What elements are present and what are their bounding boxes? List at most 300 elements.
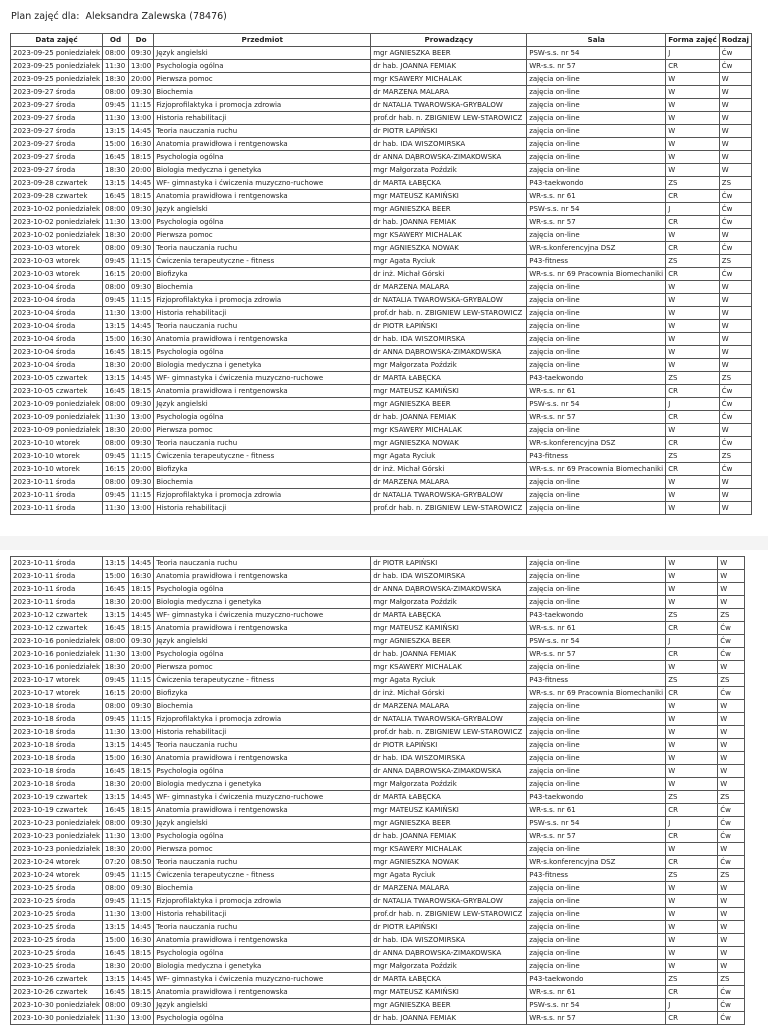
cell-subject: Ćwiczenia terapeutyczne - fitness	[154, 869, 371, 882]
cell-subject: Fizjoprofilaktyka i promocja zdrowia	[154, 99, 371, 112]
cell-room: WR-s.s. nr 61	[527, 986, 666, 999]
cell-type: ZS	[718, 791, 745, 804]
cell-type: W	[718, 739, 745, 752]
cell-lecturer: dr ANNA DĄBROWSKA-ZIMAKOWSKA	[371, 765, 527, 778]
cell-date: 2023-10-16 poniedziałek	[11, 635, 103, 648]
cell-lecturer: dr hab. IDA WISZOMIRSKA	[371, 570, 527, 583]
cell-type: W	[719, 333, 751, 346]
cell-lecturer: mgr MATEUSZ KAMIŃSKI	[371, 986, 527, 999]
table-row	[11, 333, 752, 346]
cell-to: 18:15	[129, 986, 154, 999]
cell-from: 18:30	[103, 661, 129, 674]
cell-date: 2023-10-02 poniedziałek	[11, 216, 103, 229]
cell-subject: Anatomia prawidłowa i rentgenowska	[154, 752, 371, 765]
cell-room: WR-s.s. nr 69 Pracownia Biomechaniki	[527, 687, 666, 700]
cell-date: 2023-09-25 poniedziałek	[11, 73, 103, 86]
cell-from: 18:30	[103, 164, 129, 177]
cell-date: 2023-10-04 środa	[11, 320, 103, 333]
cell-subject: Biofizyka	[154, 268, 371, 281]
cell-from: 15:00	[103, 752, 129, 765]
table-row	[11, 635, 745, 648]
cell-from: 11:30	[103, 112, 129, 125]
table-row	[11, 450, 752, 463]
cell-subject: Anatomia prawidłowa i rentgenowska	[154, 333, 371, 346]
cell-form: W	[666, 843, 718, 856]
cell-lecturer: dr PIOTR ŁAPIŃSKI	[371, 921, 527, 934]
cell-lecturer: dr ANNA DĄBROWSKA-ZIMAKOWSKA	[371, 346, 527, 359]
cell-lecturer: dr MARTA ŁABĘCKA	[371, 177, 527, 190]
cell-room: zajęcia on-line	[527, 726, 666, 739]
table-row	[11, 947, 745, 960]
cell-type: W	[718, 843, 745, 856]
cell-room: zajęcia on-line	[527, 570, 666, 583]
cell-type: Ćw	[719, 216, 751, 229]
cell-type: W	[718, 934, 745, 947]
cell-from: 18:30	[103, 424, 129, 437]
cell-room: WR-s.s. nr 57	[527, 1012, 666, 1025]
table-row	[11, 476, 752, 489]
table-row	[11, 60, 752, 73]
cell-from: 16:45	[103, 151, 129, 164]
cell-form: W	[666, 307, 720, 320]
cell-room: zajęcia on-line	[527, 424, 666, 437]
cell-lecturer: dr inż. Michał Górski	[371, 268, 527, 281]
cell-room: zajęcia on-line	[527, 713, 666, 726]
cell-type: W	[719, 294, 751, 307]
cell-to: 14:45	[129, 372, 154, 385]
cell-room: zajęcia on-line	[527, 583, 666, 596]
cell-to: 13:00	[129, 216, 154, 229]
cell-date: 2023-10-04 środa	[11, 294, 103, 307]
table-row	[11, 986, 745, 999]
cell-subject: Biochemia	[154, 86, 371, 99]
cell-date: 2023-10-11 środa	[11, 596, 103, 609]
cell-from: 15:00	[103, 333, 129, 346]
cell-subject: Teoria nauczania ruchu	[154, 320, 371, 333]
cell-from: 18:30	[103, 229, 129, 242]
cell-type: W	[719, 476, 751, 489]
cell-subject: Psychologia ogólna	[154, 648, 371, 661]
cell-type: W	[719, 125, 751, 138]
cell-form: ZS	[666, 450, 720, 463]
cell-from: 08:00	[103, 47, 129, 60]
cell-type: W	[718, 557, 745, 570]
cell-subject: Psychologia ogólna	[154, 60, 371, 73]
cell-subject: Biologia medyczna i genetyka	[154, 596, 371, 609]
cell-from: 08:00	[103, 203, 129, 216]
cell-to: 09:30	[129, 86, 154, 99]
cell-to: 09:30	[129, 882, 154, 895]
cell-date: 2023-09-27 środa	[11, 86, 103, 99]
cell-type: W	[718, 596, 745, 609]
cell-form: CR	[666, 856, 718, 869]
cell-date: 2023-10-03 wtorek	[11, 255, 103, 268]
cell-form: W	[666, 86, 720, 99]
cell-lecturer: mgr AGNIESZKA BEER	[371, 817, 527, 830]
cell-room: P43-taekwondo	[527, 791, 666, 804]
table-row	[11, 934, 745, 947]
cell-form: CR	[666, 268, 720, 281]
table-row	[11, 882, 745, 895]
cell-type: W	[718, 778, 745, 791]
cell-type: Ćw	[719, 47, 751, 60]
table-row	[11, 203, 752, 216]
cell-form: W	[666, 112, 720, 125]
cell-to: 18:15	[129, 346, 154, 359]
cell-subject: Język angielski	[154, 47, 371, 60]
cell-lecturer: mgr Agata Ryciuk	[371, 255, 527, 268]
table-row	[11, 817, 745, 830]
cell-room: P43-taekwondo	[527, 973, 666, 986]
cell-room: zajęcia on-line	[527, 843, 666, 856]
cell-subject: Teoria nauczania ruchu	[154, 856, 371, 869]
cell-to: 14:45	[129, 125, 154, 138]
cell-lecturer: dr MARTA ŁABĘCKA	[371, 973, 527, 986]
cell-lecturer: mgr Małgorzata Poździk	[371, 596, 527, 609]
cell-date: 2023-10-23 poniedziałek	[11, 830, 103, 843]
cell-date: 2023-10-02 poniedziałek	[11, 229, 103, 242]
table-row	[11, 583, 745, 596]
cell-subject: Pierwsza pomoc	[154, 843, 371, 856]
cell-date: 2023-09-27 środa	[11, 151, 103, 164]
schedule-rows-page-1	[11, 47, 752, 515]
cell-room: zajęcia on-line	[527, 700, 666, 713]
cell-form: W	[666, 583, 718, 596]
table-row	[11, 359, 752, 372]
col-header-to: Do	[129, 34, 154, 47]
cell-date: 2023-10-10 wtorek	[11, 463, 103, 476]
table-row	[11, 47, 752, 60]
cell-room: zajęcia on-line	[527, 661, 666, 674]
cell-lecturer: mgr AGNIESZKA NOWAK	[371, 856, 527, 869]
cell-from: 18:30	[103, 778, 129, 791]
cell-type: Ćw	[718, 817, 745, 830]
cell-from: 11:30	[103, 216, 129, 229]
cell-subject: Fizjoprofilaktyka i promocja zdrowia	[154, 294, 371, 307]
cell-date: 2023-10-11 środa	[11, 570, 103, 583]
cell-room: zajęcia on-line	[527, 921, 666, 934]
cell-date: 2023-10-18 środa	[11, 739, 103, 752]
cell-subject: Pierwsza pomoc	[154, 73, 371, 86]
cell-form: W	[666, 882, 718, 895]
cell-subject: Psychologia ogólna	[154, 583, 371, 596]
table-row	[11, 895, 745, 908]
cell-date: 2023-10-11 środa	[11, 583, 103, 596]
cell-lecturer: dr PIOTR ŁAPIŃSKI	[371, 557, 527, 570]
cell-type: Ćw	[719, 437, 751, 450]
cell-lecturer: dr hab. JOANNA FEMIAK	[371, 1012, 527, 1025]
cell-type: W	[718, 726, 745, 739]
cell-lecturer: mgr Agata Ryciuk	[371, 450, 527, 463]
table-row	[11, 726, 745, 739]
cell-to: 13:00	[129, 726, 154, 739]
cell-form: CR	[666, 463, 720, 476]
cell-date: 2023-10-04 środa	[11, 359, 103, 372]
cell-to: 09:30	[129, 398, 154, 411]
cell-form: W	[666, 570, 718, 583]
cell-date: 2023-09-27 środa	[11, 164, 103, 177]
cell-lecturer: dr hab. JOANNA FEMIAK	[371, 216, 527, 229]
cell-room: PSW-s.s. nr 54	[527, 635, 666, 648]
cell-type: W	[718, 882, 745, 895]
cell-subject: Biologia medyczna i genetyka	[154, 960, 371, 973]
cell-lecturer: dr PIOTR ŁAPIŃSKI	[371, 125, 527, 138]
cell-from: 13:15	[103, 557, 129, 570]
cell-to: 13:00	[129, 1012, 154, 1025]
cell-date: 2023-10-09 poniedziałek	[11, 411, 103, 424]
table-row	[11, 791, 745, 804]
cell-room: zajęcia on-line	[527, 86, 666, 99]
cell-subject: Psychologia ogólna	[154, 151, 371, 164]
cell-to: 11:15	[129, 489, 154, 502]
cell-to: 20:00	[129, 843, 154, 856]
cell-form: W	[666, 346, 720, 359]
page-header	[11, 11, 227, 22]
cell-lecturer: dr NATALIA TWAROWSKA-GRYBALOW	[371, 713, 527, 726]
table-row	[11, 190, 752, 203]
cell-date: 2023-10-18 środa	[11, 778, 103, 791]
cell-subject: Psychologia ogólna	[154, 411, 371, 424]
cell-subject: Historia rehabilitacji	[154, 726, 371, 739]
cell-to: 20:00	[129, 164, 154, 177]
cell-to: 11:15	[129, 895, 154, 908]
cell-to: 13:00	[129, 502, 154, 515]
cell-type: Ćw	[718, 1012, 745, 1025]
col-header-from: Od	[103, 34, 129, 47]
cell-to: 20:00	[129, 229, 154, 242]
cell-form: W	[666, 557, 718, 570]
cell-form: ZS	[666, 791, 718, 804]
cell-form: W	[666, 921, 718, 934]
cell-lecturer: dr MARZENA MALARA	[371, 700, 527, 713]
cell-subject: Pierwsza pomoc	[154, 229, 371, 242]
cell-lecturer: dr MARZENA MALARA	[371, 476, 527, 489]
cell-lecturer: mgr Małgorzata Poździk	[371, 960, 527, 973]
cell-date: 2023-10-05 czwartek	[11, 372, 103, 385]
cell-to: 18:15	[129, 622, 154, 635]
table-row	[11, 138, 752, 151]
cell-form: J	[666, 203, 720, 216]
cell-room: zajęcia on-line	[527, 476, 666, 489]
cell-lecturer: mgr AGNIESZKA BEER	[371, 999, 527, 1012]
cell-lecturer: dr inż. Michał Górski	[371, 687, 527, 700]
cell-subject: Język angielski	[154, 635, 371, 648]
cell-date: 2023-10-17 wtorek	[11, 687, 103, 700]
cell-to: 13:00	[129, 908, 154, 921]
cell-type: W	[718, 583, 745, 596]
cell-to: 20:00	[129, 73, 154, 86]
cell-from: 16:45	[103, 385, 129, 398]
cell-to: 09:30	[129, 635, 154, 648]
table-row	[11, 151, 752, 164]
table-row	[11, 411, 752, 424]
cell-to: 09:30	[129, 437, 154, 450]
cell-from: 09:45	[103, 294, 129, 307]
cell-date: 2023-10-25 środa	[11, 882, 103, 895]
cell-from: 11:30	[103, 502, 129, 515]
cell-subject: Ćwiczenia terapeutyczne - fitness	[154, 450, 371, 463]
table-row	[11, 385, 752, 398]
cell-room: P43-taekwondo	[527, 609, 666, 622]
col-header-type: Rodzaj	[719, 34, 751, 47]
cell-room: PSW-s.s. nr 54	[527, 203, 666, 216]
cell-subject: Anatomia prawidłowa i rentgenowska	[154, 138, 371, 151]
cell-type: Ćw	[718, 856, 745, 869]
col-header-lecturer: Prowadzący	[371, 34, 527, 47]
cell-subject: Anatomia prawidłowa i rentgenowska	[154, 934, 371, 947]
cell-date: 2023-10-03 wtorek	[11, 268, 103, 281]
cell-lecturer: dr MARZENA MALARA	[371, 86, 527, 99]
table-row	[11, 307, 752, 320]
cell-room: zajęcia on-line	[527, 333, 666, 346]
cell-date: 2023-10-18 środa	[11, 713, 103, 726]
cell-to: 20:00	[129, 463, 154, 476]
cell-date: 2023-10-11 środa	[11, 489, 103, 502]
cell-date: 2023-10-25 środa	[11, 934, 103, 947]
cell-lecturer: dr MARZENA MALARA	[371, 281, 527, 294]
table-row	[11, 973, 745, 986]
cell-form: W	[666, 739, 718, 752]
cell-room: zajęcia on-line	[527, 281, 666, 294]
cell-subject: Psychologia ogólna	[154, 765, 371, 778]
cell-type: W	[718, 661, 745, 674]
cell-form: CR	[666, 190, 720, 203]
cell-type: W	[718, 570, 745, 583]
cell-lecturer: mgr KSAWERY MICHALAK	[371, 843, 527, 856]
header-row	[11, 34, 752, 47]
cell-lecturer: mgr KSAWERY MICHALAK	[371, 424, 527, 437]
table-row	[11, 557, 745, 570]
cell-subject: Teoria nauczania ruchu	[154, 921, 371, 934]
cell-to: 09:30	[129, 47, 154, 60]
cell-date: 2023-09-28 czwartek	[11, 177, 103, 190]
cell-to: 16:30	[129, 333, 154, 346]
cell-room: P43-taekwondo	[527, 372, 666, 385]
cell-date: 2023-10-11 środa	[11, 557, 103, 570]
cell-subject: Teoria nauczania ruchu	[154, 557, 371, 570]
cell-to: 13:00	[129, 60, 154, 73]
cell-form: W	[666, 752, 718, 765]
cell-room: zajęcia on-line	[527, 765, 666, 778]
cell-from: 09:45	[103, 895, 129, 908]
cell-type: Ćw	[718, 687, 745, 700]
table-row	[11, 268, 752, 281]
cell-room: P43-fitness	[527, 674, 666, 687]
cell-subject: Anatomia prawidłowa i rentgenowska	[154, 622, 371, 635]
cell-form: ZS	[666, 973, 718, 986]
cell-lecturer: dr hab. JOANNA FEMIAK	[371, 830, 527, 843]
cell-date: 2023-10-12 czwartek	[11, 609, 103, 622]
cell-from: 13:15	[103, 973, 129, 986]
cell-from: 13:15	[103, 125, 129, 138]
cell-room: PSW-s.s. nr 54	[527, 398, 666, 411]
cell-type: W	[719, 99, 751, 112]
cell-room: P43-taekwondo	[527, 177, 666, 190]
cell-lecturer: mgr AGNIESZKA BEER	[371, 203, 527, 216]
cell-lecturer: dr PIOTR ŁAPIŃSKI	[371, 739, 527, 752]
table-row	[11, 424, 752, 437]
cell-form: W	[666, 934, 718, 947]
cell-from: 09:45	[103, 713, 129, 726]
cell-room: zajęcia on-line	[527, 882, 666, 895]
cell-room: zajęcia on-line	[527, 895, 666, 908]
table-row	[11, 739, 745, 752]
cell-date: 2023-10-17 wtorek	[11, 674, 103, 687]
cell-to: 16:30	[129, 138, 154, 151]
cell-from: 16:15	[103, 687, 129, 700]
cell-room: zajęcia on-line	[527, 164, 666, 177]
cell-subject: Historia rehabilitacji	[154, 112, 371, 125]
cell-type: ZS	[718, 973, 745, 986]
header-label: Plan zajęć dla:	[11, 11, 80, 22]
cell-type: Ćw	[718, 986, 745, 999]
cell-from: 08:00	[103, 437, 129, 450]
cell-form: ZS	[666, 255, 720, 268]
cell-date: 2023-10-16 poniedziałek	[11, 661, 103, 674]
cell-from: 13:15	[103, 739, 129, 752]
cell-type: W	[719, 346, 751, 359]
cell-lecturer: dr NATALIA TWAROWSKA-GRYBALOW	[371, 895, 527, 908]
cell-room: zajęcia on-line	[527, 229, 666, 242]
cell-date: 2023-10-04 środa	[11, 346, 103, 359]
cell-lecturer: prof.dr hab. n. ZBIGNIEW LEW-STAROWICZ	[371, 908, 527, 921]
cell-to: 11:15	[129, 674, 154, 687]
cell-lecturer: dr NATALIA TWAROWSKA-GRYBALOW	[371, 294, 527, 307]
cell-from: 13:15	[103, 177, 129, 190]
cell-form: W	[666, 359, 720, 372]
table-row	[11, 346, 752, 359]
cell-subject: WF- gimnastyka i ćwiczenia muzyczno-ruchowe	[154, 791, 371, 804]
cell-type: Ćw	[719, 398, 751, 411]
cell-date: 2023-10-09 poniedziałek	[11, 424, 103, 437]
cell-subject: Biologia medyczna i genetyka	[154, 359, 371, 372]
cell-room: WR-s.konferencyjna DSZ	[527, 242, 666, 255]
cell-subject: Pierwsza pomoc	[154, 661, 371, 674]
cell-from: 08:00	[103, 700, 129, 713]
cell-lecturer: mgr Małgorzata Poździk	[371, 359, 527, 372]
cell-form: W	[666, 164, 720, 177]
cell-from: 11:30	[103, 1012, 129, 1025]
cell-to: 14:45	[129, 177, 154, 190]
cell-date: 2023-10-18 środa	[11, 765, 103, 778]
cell-to: 09:30	[129, 476, 154, 489]
table-row	[11, 1012, 745, 1025]
cell-form: ZS	[666, 869, 718, 882]
cell-form: CR	[666, 216, 720, 229]
cell-date: 2023-10-11 środa	[11, 502, 103, 515]
cell-form: CR	[666, 687, 718, 700]
cell-type: ZS	[718, 674, 745, 687]
cell-form: CR	[666, 648, 718, 661]
cell-from: 11:30	[103, 830, 129, 843]
cell-type: Ćw	[718, 648, 745, 661]
cell-room: WR-s.s. nr 61	[527, 385, 666, 398]
cell-type: W	[719, 73, 751, 86]
cell-form: CR	[666, 986, 718, 999]
cell-to: 20:00	[129, 960, 154, 973]
cell-to: 18:15	[129, 765, 154, 778]
table-row	[11, 999, 745, 1012]
table-row	[11, 229, 752, 242]
cell-to: 20:00	[129, 359, 154, 372]
cell-room: PSW-s.s. nr 54	[527, 817, 666, 830]
cell-date: 2023-10-25 środa	[11, 908, 103, 921]
cell-subject: Anatomia prawidłowa i rentgenowska	[154, 570, 371, 583]
cell-room: WR-s.s. nr 57	[527, 216, 666, 229]
table-row	[11, 437, 752, 450]
cell-to: 16:30	[129, 570, 154, 583]
cell-room: zajęcia on-line	[527, 359, 666, 372]
